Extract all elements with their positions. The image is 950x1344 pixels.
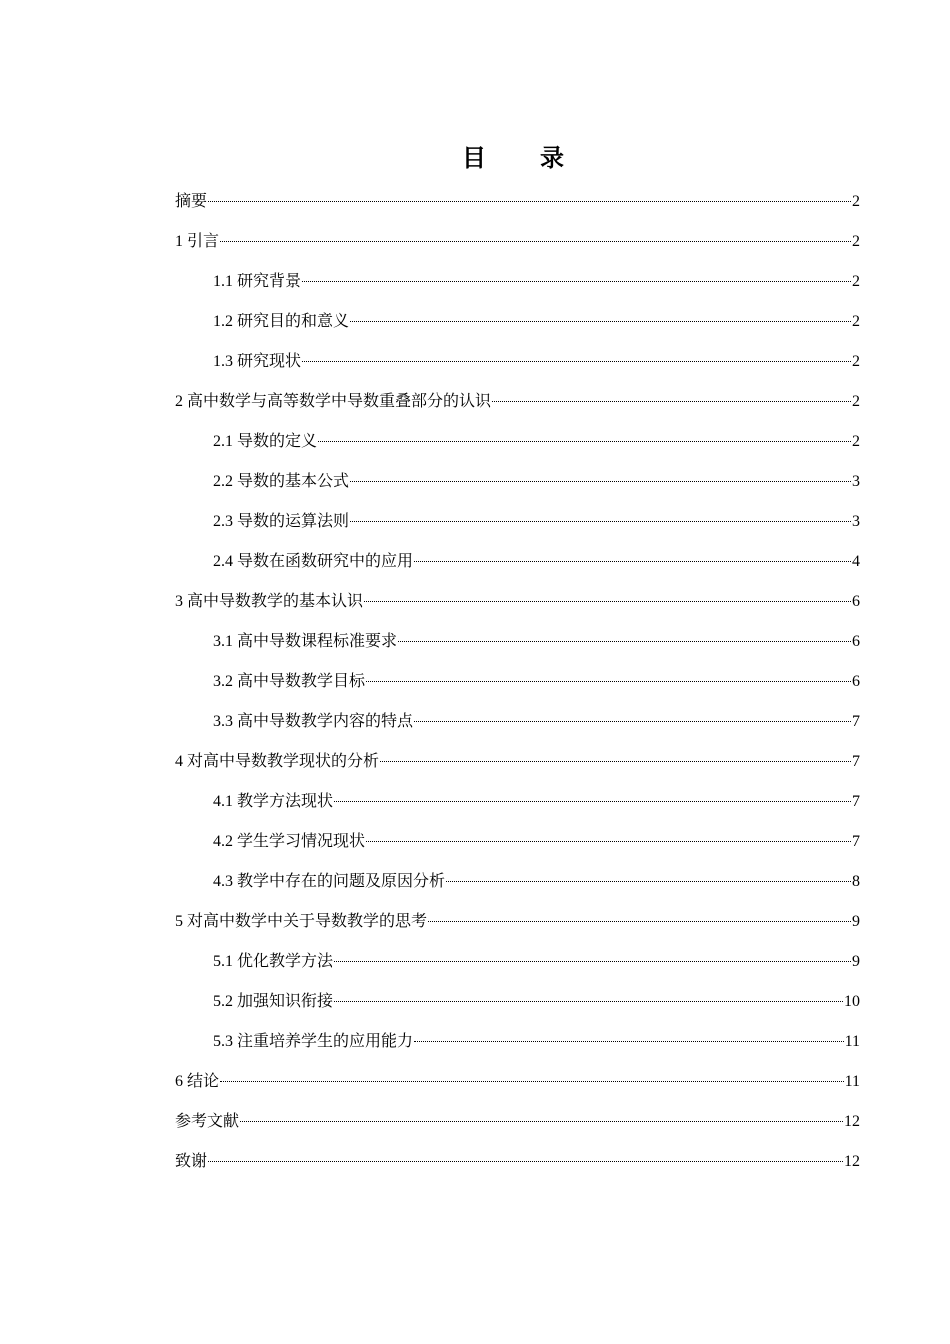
toc-dot-leader (398, 641, 851, 642)
toc-dot-leader (334, 961, 851, 962)
toc-section-entry[interactable] (175, 582, 860, 622)
toc-page-number: 2 (852, 433, 860, 450)
toc-section-entry[interactable] (175, 1102, 860, 1142)
toc-entry-label: 3.3 高中导数教学内容的特点 (213, 713, 414, 730)
toc-entry-label: 3 高中导数教学的基本认识 (175, 593, 364, 610)
toc-dot-leader (350, 521, 851, 522)
toc-page-number: 12 (844, 1113, 860, 1130)
toc-page-number: 9 (852, 953, 860, 970)
toc-subsection-entry[interactable] (175, 422, 860, 462)
toc-entry-label: 4.1 教学方法现状 (213, 793, 334, 810)
toc-subsection-entry[interactable] (175, 942, 860, 982)
toc-entry-label: 2.3 导数的运算法则 (213, 513, 350, 530)
toc-entry-label: 1.3 研究现状 (213, 353, 302, 370)
toc-dot-leader (446, 881, 851, 882)
toc-section-entry[interactable] (175, 742, 860, 782)
toc-page-number: 11 (844, 1033, 860, 1050)
toc-entry-label: 2.4 导数在函数研究中的应用 (213, 553, 414, 570)
toc-dot-leader (414, 721, 851, 722)
toc-dot-leader (364, 601, 851, 602)
toc-dot-leader (208, 201, 851, 202)
toc-dot-leader (302, 361, 851, 362)
toc-dot-leader (208, 1161, 843, 1162)
toc-entry-label: 5.1 优化教学方法 (213, 953, 334, 970)
page-title: 目 录 (462, 146, 588, 172)
toc-dot-leader (492, 401, 851, 402)
toc-entry-label: 1.1 研究背景 (213, 273, 302, 290)
toc-section-entry[interactable] (175, 182, 860, 222)
toc-subsection-entry[interactable] (175, 702, 860, 742)
toc-subsection-entry[interactable] (175, 622, 860, 662)
toc-entry-label: 5.2 加强知识衔接 (213, 993, 334, 1010)
toc-entry-label: 3.1 高中导数课程标准要求 (213, 633, 398, 650)
toc-entry-label: 5.3 注重培养学生的应用能力 (213, 1033, 414, 1050)
toc-entry-label: 2 高中数学与高等数学中导数重叠部分的认识 (175, 393, 492, 410)
toc-dot-leader (366, 681, 851, 682)
toc-subsection-entry[interactable] (175, 1022, 860, 1062)
toc-dot-leader (414, 1041, 844, 1042)
toc-entry-label: 4.3 教学中存在的问题及原因分析 (213, 873, 446, 890)
toc-section-entry[interactable] (175, 382, 860, 422)
toc-dot-leader (318, 441, 851, 442)
toc-page-number: 7 (852, 753, 860, 770)
toc-section-entry[interactable] (175, 1062, 860, 1102)
toc-subsection-entry[interactable] (175, 302, 860, 342)
table-of-contents (175, 182, 860, 1182)
toc-page-number: 2 (852, 393, 860, 410)
toc-dot-leader (334, 1001, 843, 1002)
toc-page-number: 7 (852, 713, 860, 730)
toc-entry-label: 致谢 (175, 1153, 208, 1170)
toc-page-number: 7 (852, 833, 860, 850)
toc-page-number: 3 (852, 513, 860, 530)
toc-page-number: 12 (844, 1153, 860, 1170)
toc-subsection-entry[interactable] (175, 462, 860, 502)
toc-entry-label: 3.2 高中导数教学目标 (213, 673, 366, 690)
toc-entry-label: 6 结论 (175, 1073, 220, 1090)
toc-entry-label: 参考文献 (175, 1113, 240, 1130)
toc-dot-leader (350, 481, 851, 482)
toc-dot-leader (428, 921, 851, 922)
toc-page-number: 3 (852, 473, 860, 490)
toc-page-number: 2 (852, 273, 860, 290)
toc-page-number: 2 (852, 193, 860, 210)
toc-dot-leader (220, 241, 851, 242)
toc-dot-leader (334, 801, 851, 802)
toc-subsection-entry[interactable] (175, 262, 860, 302)
toc-page-number: 2 (852, 353, 860, 370)
toc-page-number: 7 (852, 793, 860, 810)
toc-subsection-entry[interactable] (175, 542, 860, 582)
toc-subsection-entry[interactable] (175, 502, 860, 542)
toc-page-number: 6 (852, 593, 860, 610)
toc-entry-label: 5 对高中数学中关于导数教学的思考 (175, 913, 428, 930)
toc-page-number: 9 (852, 913, 860, 930)
toc-entry-label: 4.2 学生学习情况现状 (213, 833, 366, 850)
toc-page-number: 2 (852, 313, 860, 330)
toc-dot-leader (220, 1081, 844, 1082)
toc-section-entry[interactable] (175, 222, 860, 262)
toc-subsection-entry[interactable] (175, 982, 860, 1022)
toc-dot-leader (380, 761, 851, 762)
toc-entry-label: 1 引言 (175, 233, 220, 250)
toc-page-number: 11 (844, 1073, 860, 1090)
toc-dot-leader (240, 1121, 843, 1122)
toc-section-entry[interactable] (175, 902, 860, 942)
toc-section-entry[interactable] (175, 1142, 860, 1182)
toc-page-number: 4 (852, 553, 860, 570)
toc-page-number: 8 (852, 873, 860, 890)
toc-dot-leader (350, 321, 851, 322)
toc-entry-label: 2.1 导数的定义 (213, 433, 318, 450)
toc-entry-label: 2.2 导数的基本公式 (213, 473, 350, 490)
toc-subsection-entry[interactable] (175, 662, 860, 702)
toc-page-number: 6 (852, 633, 860, 650)
toc-page-number: 6 (852, 673, 860, 690)
toc-subsection-entry[interactable] (175, 822, 860, 862)
toc-dot-leader (366, 841, 851, 842)
toc-dot-leader (302, 281, 851, 282)
toc-page-number: 10 (844, 993, 860, 1010)
toc-page-number: 2 (852, 233, 860, 250)
toc-entry-label: 摘要 (175, 193, 208, 210)
toc-subsection-entry[interactable] (175, 782, 860, 822)
toc-entry-label: 1.2 研究目的和意义 (213, 313, 350, 330)
toc-entry-label: 4 对高中导数教学现状的分析 (175, 753, 380, 770)
toc-subsection-entry[interactable] (175, 862, 860, 902)
toc-subsection-entry[interactable] (175, 342, 860, 382)
toc-dot-leader (414, 561, 851, 562)
